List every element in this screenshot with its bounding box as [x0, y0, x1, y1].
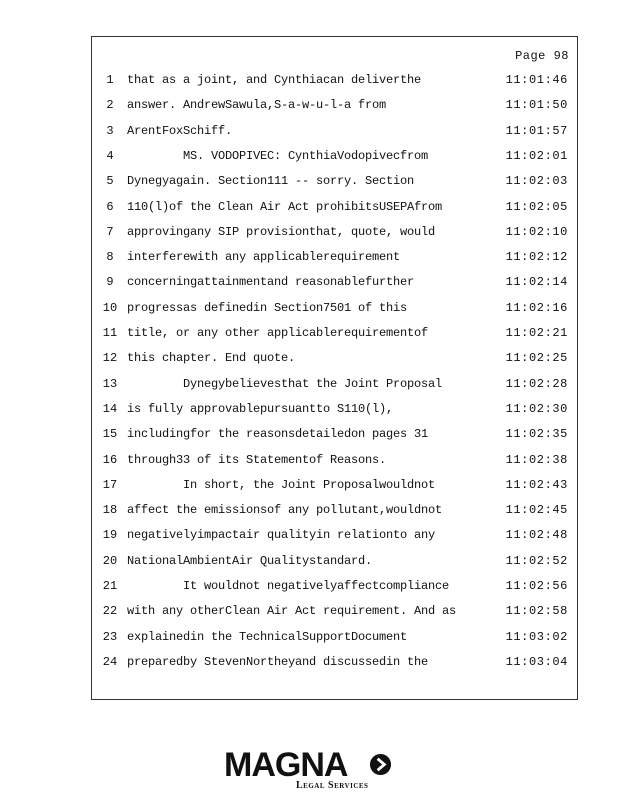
timestamp: 11:03:02 — [505, 629, 568, 644]
line-text: preparedby StevenNortheyand discussedin the — [127, 654, 429, 669]
line-text: progressas definedin Section7501 of this — [127, 300, 408, 315]
transcript-line — [92, 652, 577, 672]
timestamp: 11:01:46 — [505, 73, 568, 87]
transcript-line — [92, 222, 577, 242]
transcript-line — [92, 525, 577, 545]
timestamp: 11:02:01 — [505, 148, 568, 163]
logo-wordmark: MAGNA — [224, 746, 348, 784]
timestamp: 11:03:04 — [505, 654, 568, 669]
line-number: 22 — [102, 604, 118, 619]
line-number: 14 — [102, 401, 118, 416]
timestamp: 11:01:57 — [505, 123, 568, 138]
timestamp: 11:02:30 — [505, 401, 568, 416]
timestamp: 11:02:21 — [505, 326, 568, 340]
line-number: 5 — [106, 174, 114, 189]
line-text: that as a joint, and Cynthiacan deliverthe — [127, 73, 422, 87]
timestamp: 11:02:38 — [505, 452, 568, 467]
line-text: answer. AndrewSawula,S-a-w-u-l-a from — [127, 98, 387, 113]
logo-subtitle: Legal Services — [296, 780, 369, 791]
timestamp: 11:02:28 — [505, 376, 568, 391]
line-number: 4 — [106, 148, 114, 163]
line-number: 13 — [102, 376, 118, 391]
line-number: 20 — [102, 553, 118, 568]
line-text: approvingany SIP provisionthat, quote, would — [127, 224, 436, 239]
timestamp: 11:02:56 — [505, 579, 568, 593]
line-text: In short, the Joint Proposalwouldnot — [127, 477, 436, 492]
line-text: with any otherClean Air Act requirement. And as — [127, 604, 457, 619]
line-number: 8 — [106, 250, 114, 265]
transcript-line — [92, 247, 577, 267]
line-number: 6 — [106, 199, 114, 214]
timestamp: 11:02:48 — [505, 528, 568, 543]
line-number: 15 — [102, 427, 118, 442]
timestamp: 11:02:52 — [505, 553, 568, 568]
transcript-line — [92, 500, 577, 520]
line-text: Dynegyagain. Section111 -- sorry. Section — [127, 174, 415, 189]
transcript-line — [92, 399, 577, 419]
line-text: NationalAmbientAir Qualitystandard. — [127, 553, 373, 568]
timestamp: 11:02:25 — [505, 351, 568, 366]
line-text: interferewith any applicablerequirement — [127, 250, 401, 265]
transcript-line — [92, 171, 577, 191]
timestamp: 11:02:45 — [505, 503, 568, 518]
timestamp: 11:02:10 — [505, 224, 568, 239]
timestamp: 11:02:14 — [505, 275, 568, 290]
line-text: negativelyimpactair qualityin relationto any — [127, 528, 436, 543]
line-text: this chapter. End quote. — [127, 351, 296, 366]
line-text: ArentFoxSchiff. — [127, 123, 233, 138]
magna-logo — [224, 746, 396, 794]
line-text: includingfor the reasonsdetailedon pages 31 — [127, 427, 429, 442]
chevron-circle-icon — [369, 753, 392, 776]
transcript-line — [92, 348, 577, 368]
line-text: explainedin the TechnicalSupportDocument — [127, 629, 408, 644]
transcript-line — [92, 298, 577, 318]
line-text: 110(l)of the Clean Air Act prohibitsUSEPAfrom — [127, 199, 443, 214]
line-text: is fully approvablepursuantto S110(l), — [127, 401, 394, 416]
transcript-line — [92, 197, 577, 217]
timestamp: 11:02:35 — [505, 427, 568, 442]
line-number: 10 — [102, 300, 118, 315]
timestamp: 11:02:05 — [505, 199, 568, 214]
line-number: 1 — [106, 73, 114, 87]
timestamp: 11:02:43 — [505, 477, 568, 492]
line-text: MS. VODOPIVEC: CynthiaVodopivecfrom — [127, 148, 429, 163]
line-number: 2 — [106, 98, 114, 113]
transcript-line — [92, 374, 577, 394]
line-number: 24 — [102, 654, 118, 669]
transcript-line — [92, 323, 577, 343]
transcript-line — [92, 601, 577, 621]
timestamp: 11:02:58 — [505, 604, 568, 619]
transcript-line — [92, 450, 577, 470]
transcript-line — [92, 146, 577, 166]
timestamp: 11:02:03 — [505, 174, 568, 189]
timestamp: 11:01:50 — [505, 98, 568, 113]
line-number: 21 — [102, 579, 118, 593]
line-number: 16 — [102, 452, 118, 467]
line-number: 7 — [106, 224, 114, 239]
timestamp: 11:02:16 — [505, 300, 568, 315]
transcript-page — [91, 36, 578, 700]
line-text: affect the emissionsof any pollutant,wouldnot — [127, 503, 443, 518]
line-number: 12 — [102, 351, 118, 366]
page-number: Page 98 — [515, 49, 569, 63]
line-number: 9 — [106, 275, 114, 290]
transcript-line — [92, 424, 577, 444]
transcript-line — [92, 70, 577, 90]
line-number: 19 — [102, 528, 118, 543]
line-text: title, or any other applicablerequirementof — [127, 326, 429, 340]
line-text: through33 of its Statementof Reasons. — [127, 452, 387, 467]
transcript-line — [92, 475, 577, 495]
line-number: 18 — [102, 503, 118, 518]
line-text: It wouldnot negativelyaffectcompliance — [127, 579, 450, 593]
line-text: concerningattainmentand reasonablefurther — [127, 275, 415, 290]
line-number: 11 — [102, 326, 118, 340]
line-number: 23 — [102, 629, 118, 644]
line-number: 3 — [106, 123, 114, 138]
transcript-line — [92, 551, 577, 571]
line-text: Dynegybelievesthat the Joint Proposal — [127, 376, 443, 391]
line-number: 17 — [102, 477, 118, 492]
transcript-line — [92, 272, 577, 292]
transcript-line — [92, 95, 577, 115]
timestamp: 11:02:12 — [505, 250, 568, 265]
transcript-line — [92, 121, 577, 141]
transcript-line — [92, 576, 577, 596]
transcript-line — [92, 627, 577, 647]
